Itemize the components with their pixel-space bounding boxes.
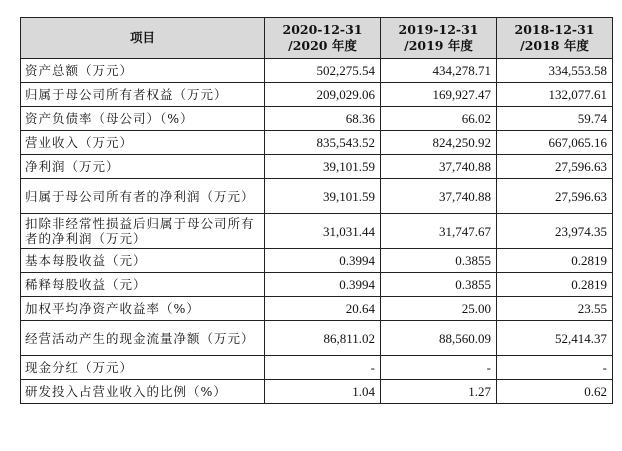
header-period-2019 bbox=[381, 18, 497, 59]
cell-value: 23.55 bbox=[497, 297, 613, 321]
cell-value: - bbox=[381, 356, 497, 380]
cell-value: 0.3994 bbox=[265, 249, 381, 273]
cell-value: 37,740.88 bbox=[381, 179, 497, 214]
table-header bbox=[21, 18, 613, 59]
cell-value: 25.00 bbox=[381, 297, 497, 321]
header-row bbox=[21, 18, 613, 59]
cell-value: 835,543.52 bbox=[265, 131, 381, 155]
row-label: 归属于母公司所有者权益（万元） bbox=[21, 83, 265, 107]
table-row bbox=[21, 107, 613, 131]
cell-value: 59.74 bbox=[497, 107, 613, 131]
cell-value: 0.3855 bbox=[381, 249, 497, 273]
cell-value: 0.2819 bbox=[497, 273, 613, 297]
header-period-year: /2018 年度 bbox=[520, 38, 589, 53]
table-row bbox=[21, 131, 613, 155]
cell-value: 86,811.02 bbox=[265, 321, 381, 356]
header-period-date: 2018-12-31 bbox=[514, 22, 595, 37]
cell-value: 0.62 bbox=[497, 380, 613, 404]
row-label: 净利润（万元） bbox=[21, 155, 265, 179]
cell-value: 66.02 bbox=[381, 107, 497, 131]
row-label: 扣除非经常性损益后归属于母公司所有者的净利润（万元） bbox=[21, 214, 265, 249]
row-label: 资产总额（万元） bbox=[21, 59, 265, 83]
table-row bbox=[21, 380, 613, 404]
cell-value: 169,927.47 bbox=[381, 83, 497, 107]
cell-value: 209,029.06 bbox=[265, 83, 381, 107]
cell-value: 39,101.59 bbox=[265, 179, 381, 214]
cell-value: 52,414.37 bbox=[497, 321, 613, 356]
header-period-year: /2019 年度 bbox=[404, 38, 473, 53]
cell-value: 1.04 bbox=[265, 380, 381, 404]
row-label: 归属于母公司所有者的净利润（万元） bbox=[21, 179, 265, 214]
cell-value: 1.27 bbox=[381, 380, 497, 404]
table-row bbox=[21, 356, 613, 380]
row-label: 营业收入（万元） bbox=[21, 131, 265, 155]
cell-value: 27,596.63 bbox=[497, 155, 613, 179]
cell-value: - bbox=[265, 356, 381, 380]
header-period-2018 bbox=[497, 18, 613, 59]
table-row bbox=[21, 83, 613, 107]
row-label: 研发投入占营业收入的比例（%） bbox=[21, 380, 265, 404]
row-label: 加权平均净资产收益率（%） bbox=[21, 297, 265, 321]
table-row bbox=[21, 179, 613, 214]
cell-value: 334,553.58 bbox=[497, 59, 613, 83]
header-item bbox=[21, 18, 265, 59]
table-row bbox=[21, 321, 613, 356]
cell-value: 31,747.67 bbox=[381, 214, 497, 249]
cell-value: 27,596.63 bbox=[497, 179, 613, 214]
table-row bbox=[21, 249, 613, 273]
cell-value: 502,275.54 bbox=[265, 59, 381, 83]
table-row bbox=[21, 59, 613, 83]
row-label: 经营活动产生的现金流量净额（万元） bbox=[21, 321, 265, 356]
cell-value: - bbox=[497, 356, 613, 380]
row-label: 资产负债率（母公司）（%） bbox=[21, 107, 265, 131]
table-row bbox=[21, 214, 613, 249]
cell-value: 20.64 bbox=[265, 297, 381, 321]
cell-value: 39,101.59 bbox=[265, 155, 381, 179]
header-period-date: 2019-12-31 bbox=[398, 22, 479, 37]
cell-value: 23,974.35 bbox=[497, 214, 613, 249]
cell-value: 0.3994 bbox=[265, 273, 381, 297]
table-row bbox=[21, 297, 613, 321]
row-label: 基本每股收益（元） bbox=[21, 249, 265, 273]
cell-value: 0.3855 bbox=[381, 273, 497, 297]
row-label: 稀释每股收益（元） bbox=[21, 273, 265, 297]
financial-data-table bbox=[20, 17, 613, 404]
header-period-year: /2020 年度 bbox=[288, 38, 357, 53]
table-row bbox=[21, 155, 613, 179]
cell-value: 132,077.61 bbox=[497, 83, 613, 107]
header-period-date: 2020-12-31 bbox=[282, 22, 363, 37]
cell-value: 37,740.88 bbox=[381, 155, 497, 179]
header-period-2020 bbox=[265, 18, 381, 59]
row-label: 现金分红（万元） bbox=[21, 356, 265, 380]
source-watermark: 头条 @财经研究 bbox=[504, 429, 608, 444]
cell-value: 667,065.16 bbox=[497, 131, 613, 155]
table-body bbox=[21, 59, 613, 404]
cell-value: 68.36 bbox=[265, 107, 381, 131]
cell-value: 31,031.44 bbox=[265, 214, 381, 249]
table-row bbox=[21, 273, 613, 297]
cell-value: 434,278.71 bbox=[381, 59, 497, 83]
cell-value: 824,250.92 bbox=[381, 131, 497, 155]
cell-value: 0.2819 bbox=[497, 249, 613, 273]
header-item-label: 项目 bbox=[129, 30, 155, 45]
cell-value: 88,560.09 bbox=[381, 321, 497, 356]
